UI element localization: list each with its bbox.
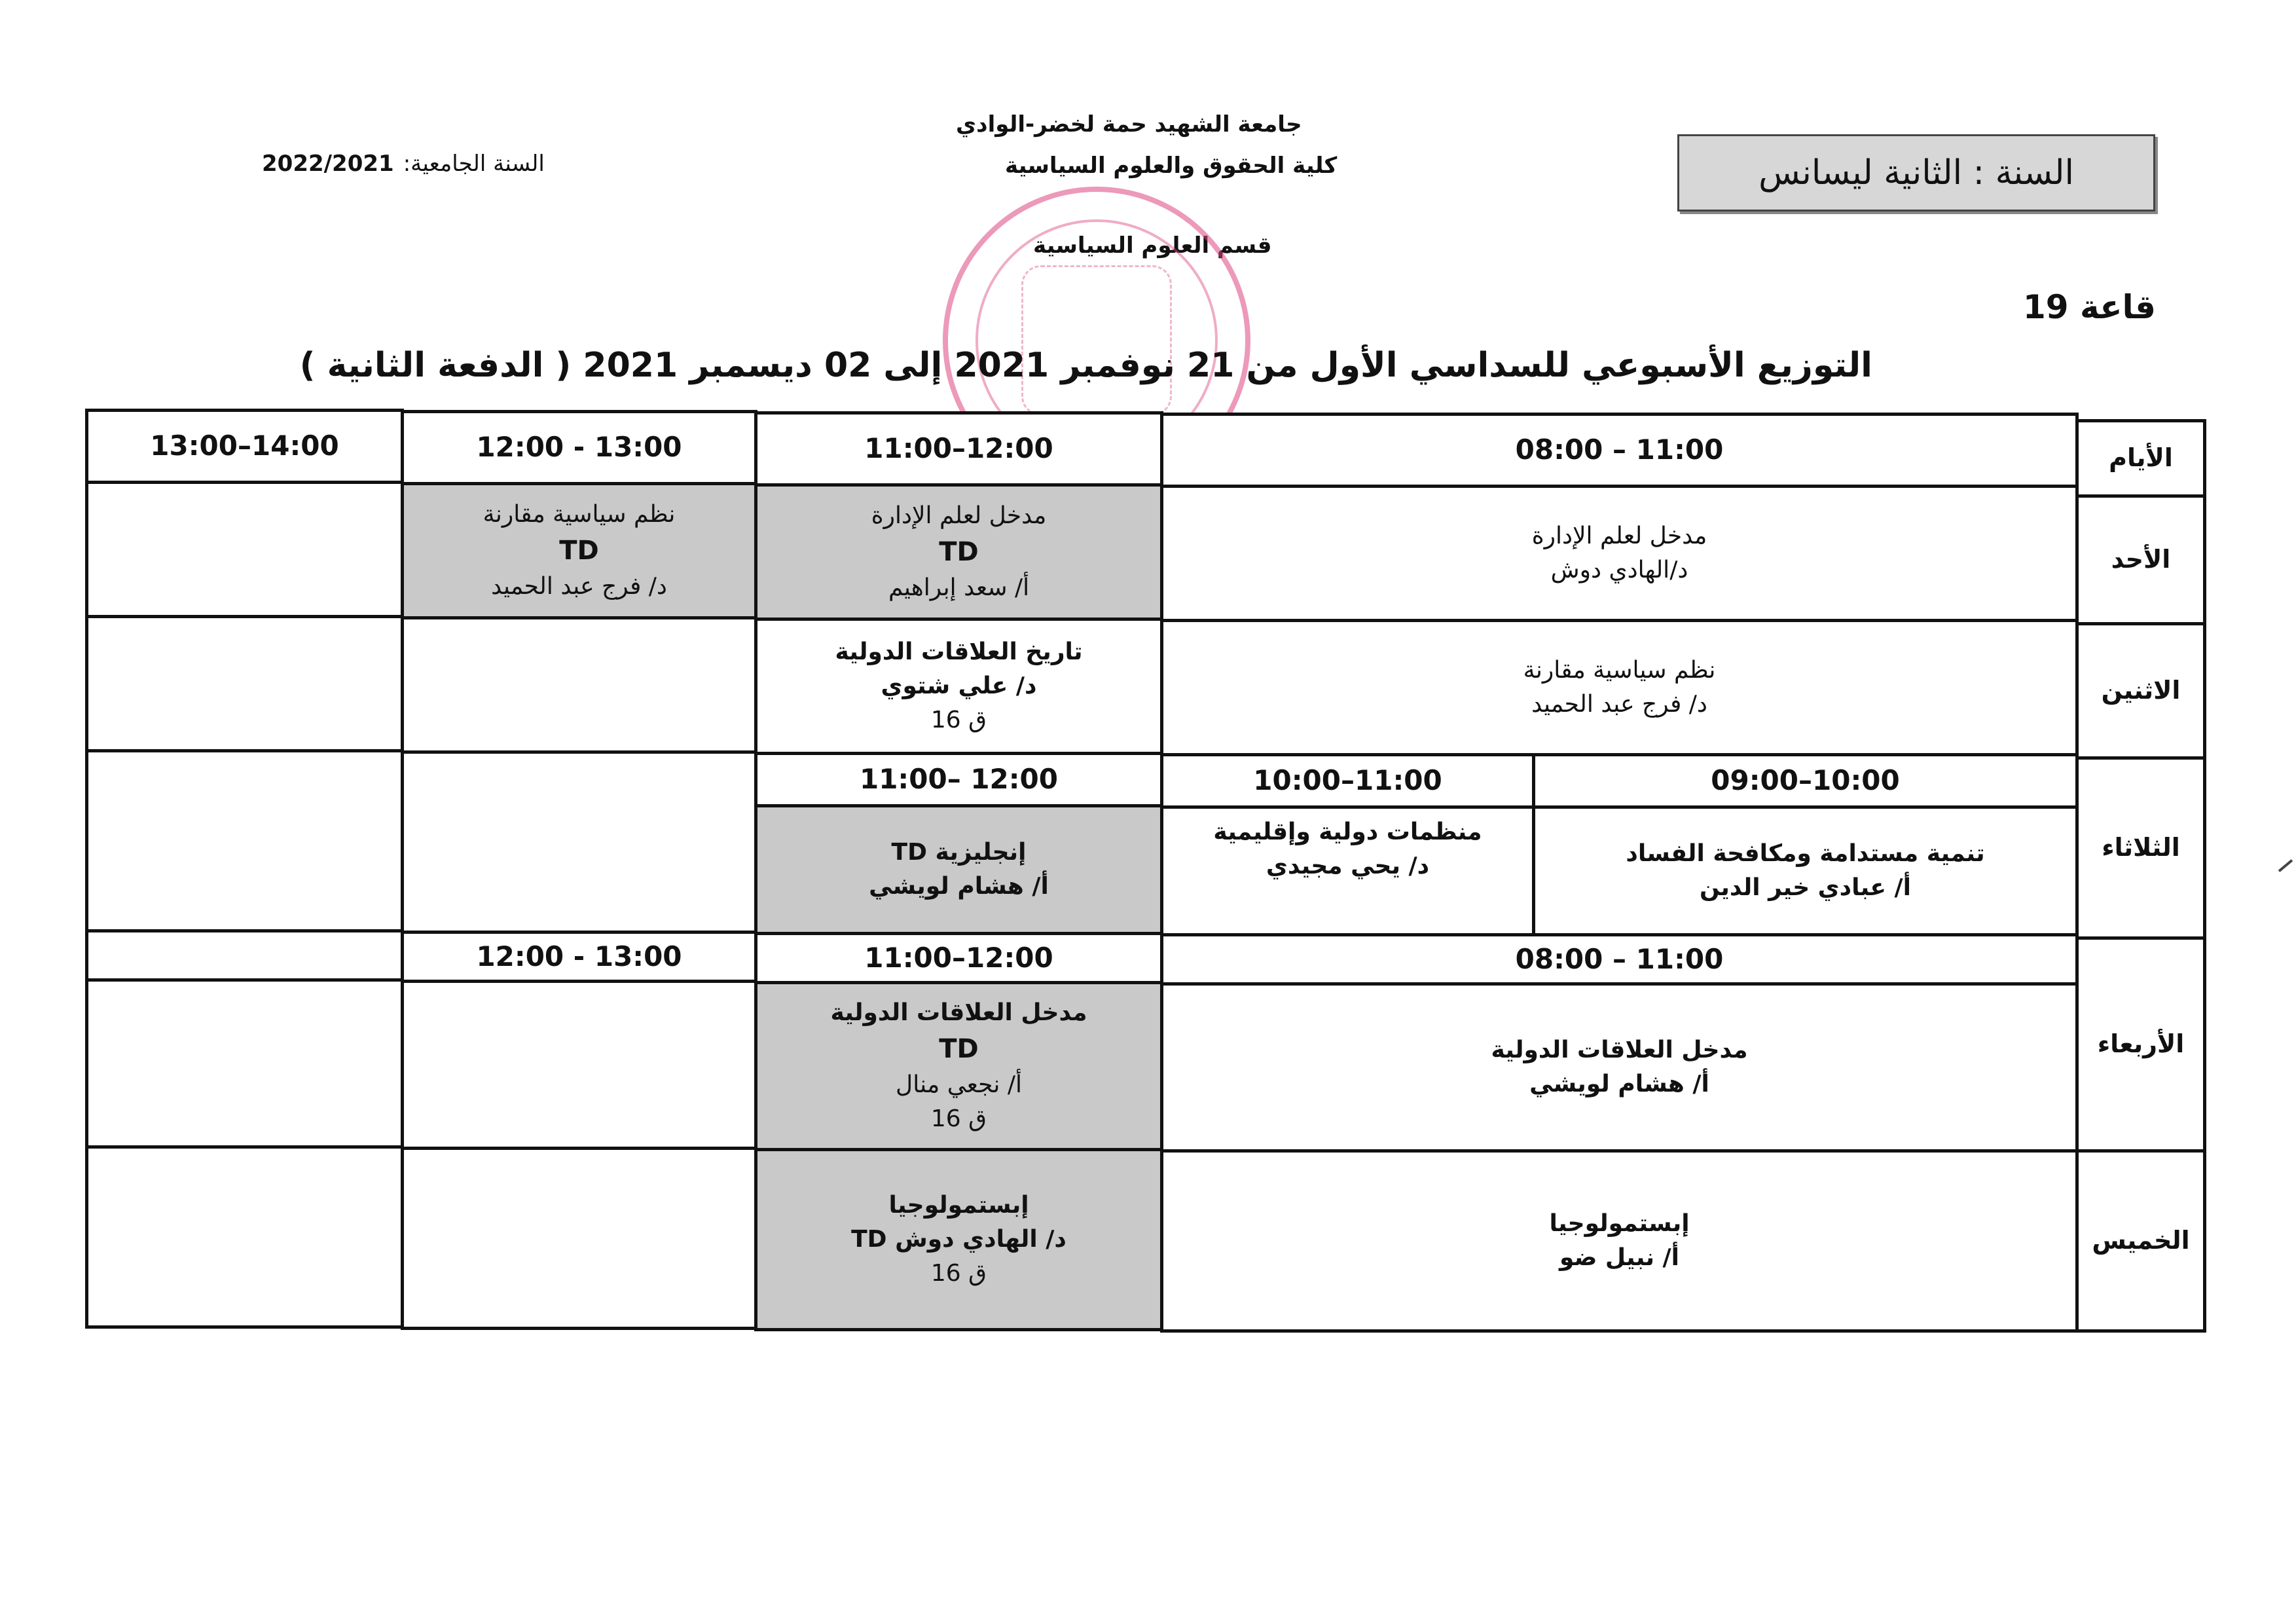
course-name: إنجليزية TD (891, 838, 1027, 866)
day-label: الأحد (2111, 545, 2171, 574)
faculty-name: كلية الحقوق والعلوم السياسية (1005, 153, 1338, 179)
time-slot-label: 12:00–11:00 (864, 941, 1053, 974)
day-label: الخميس (2092, 1226, 2190, 1255)
thursday-td (754, 1148, 1163, 1331)
instructor-name: د/ فرج عبد الحميد (1531, 691, 1707, 718)
room-label: ق 16 (930, 1105, 987, 1133)
monday-lecture (1160, 619, 2079, 756)
wednesday-lecture (1160, 982, 2079, 1153)
wednesday-time-3 (401, 931, 757, 983)
day-label: الاثنين (2101, 676, 2181, 705)
year-level-box: السنة : الثانية ليسانس (1677, 134, 2155, 212)
academic-year-value: 2022/2021 (262, 151, 394, 177)
monday-empty-2 (85, 615, 404, 752)
tuesday-time-a (1532, 753, 2079, 809)
wednesday-time-4 (85, 929, 404, 982)
tuesday-empty-1 (401, 750, 757, 934)
day-label: الثلاثاء (2102, 833, 2180, 862)
academic-year-label: السنة الجامعية: (403, 151, 545, 177)
thursday-empty-1 (401, 1147, 757, 1330)
instructor-name: د/ الهادي دوش TD (851, 1225, 1066, 1253)
course-name: مدخل لعلم الإدارة (1531, 522, 1707, 549)
course-name: منظمات دولية وإقليمية (1213, 819, 1482, 845)
day-tuesday (2075, 756, 2206, 940)
room-label: ق 16 (930, 1260, 987, 1287)
course-name: تاريخ العلاقات الدولية (835, 638, 1083, 665)
tuesday-lecture-a (1532, 805, 2079, 936)
wednesday-time-2 (754, 932, 1163, 984)
academic-year (262, 151, 545, 177)
time-slot-label: 14:00–13:00 (150, 430, 339, 462)
tuesday-time-b (1160, 753, 1535, 809)
instructor-name: د/الهادي دوش (1550, 557, 1688, 583)
time-slot-label: 13:00 - 12:00 (476, 431, 682, 464)
sunday-td-2 (401, 482, 757, 619)
course-name: إبستمولوجيا (888, 1191, 1029, 1219)
instructor-name: د/ يحي مجيدي (1266, 853, 1430, 880)
university-name: جامعة الشهيد حمة لخضر-الوادي (956, 111, 1302, 138)
instructor-name: أ/ نبيل ضو (1559, 1244, 1679, 1271)
time-slot-label: 11:00 – 08:00 (1515, 434, 1724, 466)
day-label: الأربعاء (2097, 1029, 2185, 1059)
monday-lecture-2 (754, 618, 1163, 755)
time-slot-header-3 (401, 410, 757, 485)
course-name: إبستمولوجيا (1549, 1209, 1690, 1237)
course-name: مدخل لعلم الإدارة (871, 502, 1047, 529)
instructor-name: أ/ نجعي منال (896, 1071, 1022, 1098)
wednesday-empty-1 (401, 980, 757, 1150)
time-slot-label: 12:00 –11:00 (859, 763, 1059, 796)
day-monday (2075, 622, 2206, 760)
course-name: نظم سياسية مقارنة (1523, 656, 1716, 684)
time-slot-header-1 (1160, 413, 2079, 488)
time-slot-label: 11:00 – 08:00 (1515, 942, 1724, 975)
tuesday-lecture-b (1160, 805, 1535, 936)
room-number: قاعة 19 (2023, 288, 2156, 326)
course-name: نظم سياسية مقارنة (483, 500, 676, 528)
instructor-name: د/ فرج عبد الحميد (491, 573, 667, 600)
tuesday-time-c (754, 752, 1163, 807)
time-slot-label: 12:00–11:00 (864, 432, 1053, 465)
official-stamp-core (1021, 265, 1172, 416)
instructor-name: د/ علي شتوي (881, 672, 1037, 699)
wednesday-td (754, 981, 1163, 1151)
time-slot-label: 10:00–09:00 (1711, 764, 1900, 797)
time-slot-header-2 (754, 411, 1163, 487)
session-type: TD (939, 1033, 979, 1064)
thursday-lecture (1160, 1149, 2079, 1333)
instructor-name: أ/ سعد إبراهيم (888, 574, 1030, 601)
tuesday-td (754, 804, 1163, 935)
thursday-empty-2 (85, 1145, 404, 1329)
day-sunday (2075, 494, 2206, 625)
department-name: قسم العلوم السياسية (1033, 232, 1272, 259)
time-slot-label: 13:00 - 12:00 (476, 940, 682, 972)
sunday-empty (85, 481, 404, 618)
course-name: مدخل العلاقات الدولية (1491, 1036, 1748, 1063)
scan-mark (2278, 859, 2293, 872)
days-header (2075, 419, 2206, 498)
wednesday-empty-2 (85, 978, 404, 1149)
session-type: TD (559, 536, 599, 566)
schedule-title: التوزيع الأسبوعي للسداسي الأول من 21 نوفمبر 2021 إلى 02 ديسمبر 2021 ( الدفعة الثانية ) (299, 346, 1872, 385)
room-label: ق 16 (930, 707, 987, 734)
session-type: TD (939, 537, 979, 567)
days-header-label: الأيام (2109, 443, 2173, 473)
monday-empty-1 (401, 616, 757, 754)
instructor-name: أ/ هشام لويشي (1529, 1071, 1709, 1098)
day-thursday (2075, 1149, 2206, 1333)
tuesday-empty-2 (85, 749, 404, 932)
instructor-name: أ/ عبادي خير الدين (1700, 874, 1911, 901)
wednesday-time-1 (1160, 933, 2079, 986)
sunday-lecture (1160, 485, 2079, 622)
day-wednesday (2075, 936, 2206, 1153)
course-name: مدخل العلاقات الدولية (830, 999, 1087, 1026)
time-slot-header-4 (85, 409, 404, 484)
course-name: تنمية مستدامة ومكافحة الفساد (1626, 840, 1985, 867)
sunday-td-1 (754, 483, 1163, 621)
time-slot-label: 11:00–10:00 (1253, 764, 1442, 797)
instructor-name: أ/ هشام لويشي (869, 873, 1049, 900)
